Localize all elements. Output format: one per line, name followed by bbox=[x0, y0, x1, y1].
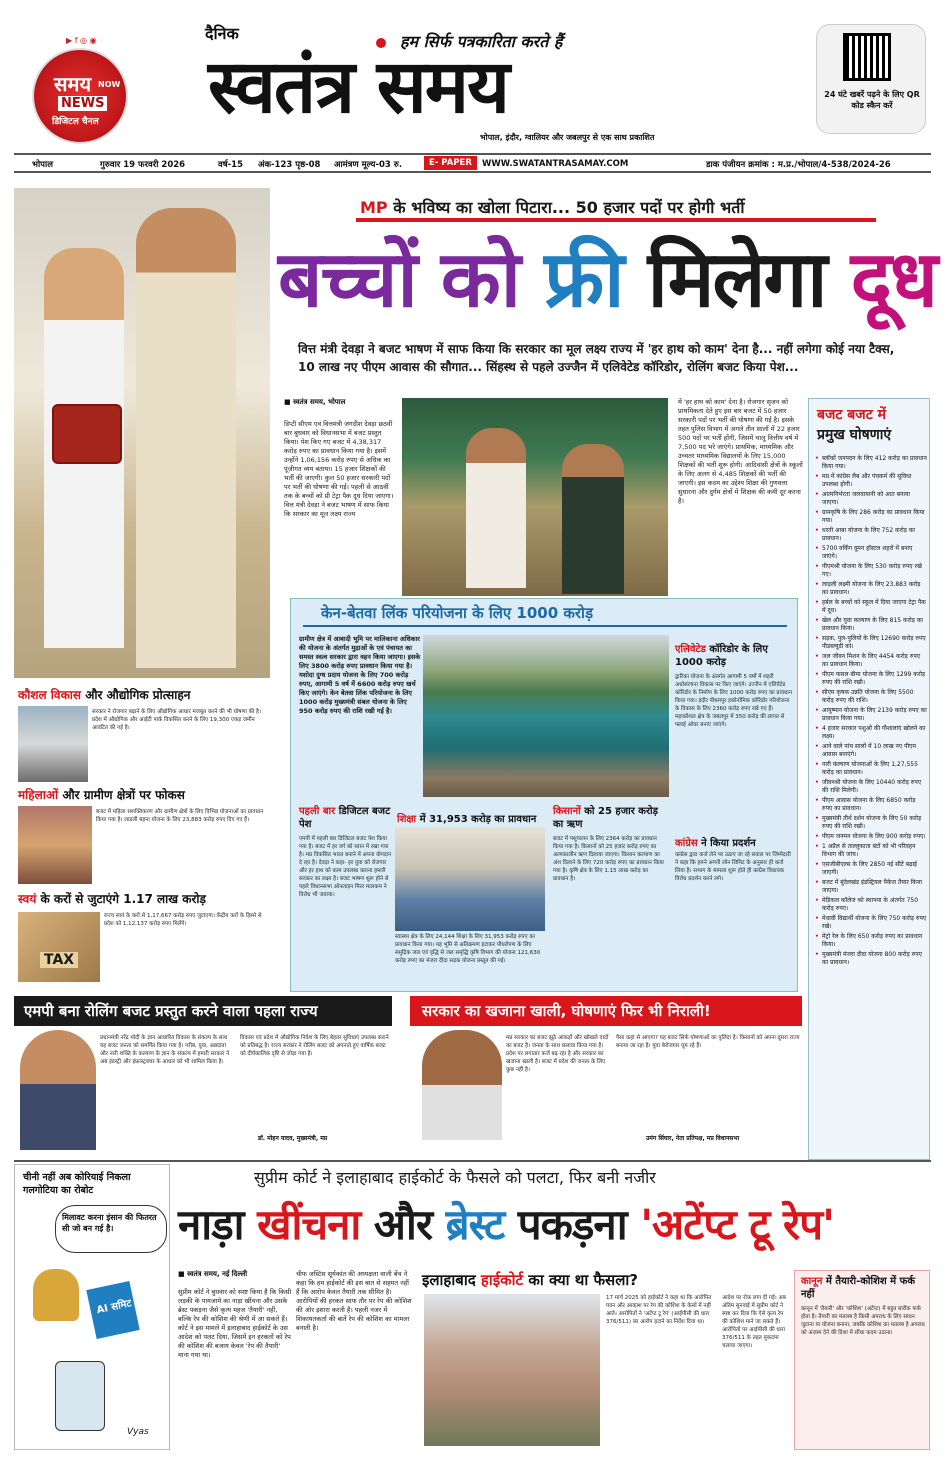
rolling-signature: डॉ. मोहन यादव, मुख्यमंत्री, मप्र bbox=[258, 1135, 328, 1142]
cartoon-sign: AI समिट bbox=[86, 1281, 139, 1339]
kicker-underline bbox=[356, 218, 876, 222]
print-registration-strip bbox=[20, 1456, 925, 1462]
women-title: महिलाओं और ग्रामीण क्षेत्रों पर फोकस bbox=[18, 788, 185, 802]
ken-betwa-box bbox=[290, 598, 798, 992]
treasury-bar: सरकार का खजाना खाली, घोषणाएं फिर भी निराली! bbox=[410, 996, 802, 1026]
headline-part-2: फ्री bbox=[544, 235, 648, 325]
lead-byline: ■ स्वतंत्र समय, भोपाल bbox=[284, 398, 346, 406]
sidebar-announcement: • धरती आबा योजना के लिए 752 करोड़ का प्रावधान। bbox=[815, 527, 927, 543]
elevated-text: द्वारिका योजना के अंतर्गत आगामी 5 वर्षों में शहरी अधोसंरचना विकास पर किए जाएंगे। उज्जैन में एलिवेटेड कॉरिडोर के निर्माण के लिए 1000 करोड़ रुपए का प्रावधान किया गया। इंदौर पीथमपुर इकोनॉमिक कॉरिडोर परियोजना के विकास के लिए 2360 करोड़ रुपए रखे गए हैं। महाकौशल क्षेत्र के जबलपुर में 350 करोड़ की लागत से फ्लाई ओवर बनाए जाएंगे। bbox=[675, 674, 792, 728]
women-text: बजट में महिला सशक्तिकरण और ग्रामीण क्षेत्रों के लिए विभिन्न योजनाओं का प्रावधान किया गया है। लाडली बहना योजना के लिए 23,883 करोड़ रुपए दिए गए हैं। bbox=[96, 809, 264, 823]
law-box bbox=[794, 1270, 930, 1450]
cartoon bbox=[14, 1164, 170, 1450]
headline-part-4: दूध bbox=[850, 235, 936, 325]
epaper-badge[interactable]: E- PAPER bbox=[424, 156, 477, 170]
sidebar-announcement: • खेल और युवा कल्याण के लिए 815 करोड़ का प्रावधान किया। bbox=[815, 617, 927, 633]
sidebar-announcement: • पीएम जनमन योजना के लिए 900 करोड़ रुपए। bbox=[815, 833, 927, 841]
sidebar-announcement: • मेडिकल कॉलेज को स्थापना के अंतर्गत 750 करोड़ रुपए। bbox=[815, 897, 927, 913]
qr-icon[interactable] bbox=[843, 33, 891, 81]
allahabad-title: इलाहाबाद हाईकोर्ट का क्या था फैसला? bbox=[422, 1271, 638, 1289]
website-link[interactable]: WWW.SWATANTRASAMAY.COM bbox=[482, 159, 629, 169]
allahabad-text-1: 17 मार्च 2025 को हाईकोर्ट ने कहा था कि आरोपित पवन और आकाश पर रेप की कोशिश के केसों में नहीं आते। आरोपितों ने 'अटेंप्ट टू रेप' (आईपीसी की धारा 376/511) का आरोप हटाने का निर्देश दिया था। bbox=[606, 1295, 712, 1325]
factory-photo bbox=[18, 706, 88, 782]
cartoon-animal bbox=[33, 1269, 79, 1321]
sidebar-announcement: • ग्रामकृषि के लिए 286 करोड़ का प्रावधान किया गया। bbox=[815, 509, 927, 525]
treasury-signature: उमंग सिंघार, नेता प्रतिपक्ष, मप्र विधानसभा bbox=[646, 1135, 740, 1142]
lead-kicker bbox=[360, 196, 744, 218]
treasury-text-2: पैसा कहां से आएगा? यह बजट सिर्फ घोषणाओं का पुलिंदा है। किसानों को अपना दूसरा राज्य बनाया जा रहा है। युवा बेरोजगार घूम रहे हैं। bbox=[616, 1035, 800, 1049]
budget-briefcase-icon bbox=[52, 404, 122, 464]
lead-headline bbox=[278, 232, 936, 328]
sidebar-announcement: • मुख्यमंत्री तीर्थ दर्शन योजना के लिए 50 करोड़ रुपए की राशि रखी। bbox=[815, 815, 927, 831]
lead-deck: वित्त मंत्री देवड़ा ने बजट भाषण में साफ किया कि सरकार का मूल लक्ष्य राज्य में 'हर हाथ को काम' देना है... नहीं लगेगा कोई नया टैक्स, 10 लाख नए पीएम आवास की सौगात... सिंहस्थ से पहले उज्जैन में एलिवेटेड कॉरिडोर, रोलिंग बजट किया पेश... bbox=[298, 342, 895, 374]
reservoir-photo bbox=[423, 635, 669, 797]
masthead-prefix: दैनिक bbox=[205, 24, 239, 43]
digital-title: पहली बार डिजिटल बजट पेश bbox=[299, 806, 391, 830]
sidebar-announcement: • पीएम आवास योजना के लिए 6850 करोड़ रुपए का प्रावधान। bbox=[815, 797, 927, 813]
sidebar-announcement: • मेट्रो रेल के लिए 650 करोड़ रुपए का प्रावधान किया। bbox=[815, 933, 927, 949]
masthead-title: स्वतंत्र समय bbox=[208, 44, 508, 130]
sidebar-announcement: • सड़क, पुल-पुलियों के लिए 12690 करोड़ रुपए पीडब्ल्यूडी को। bbox=[815, 635, 927, 651]
sidebar-announcement: • जीवनश्री योजना के लिए 10440 करोड़ रुपए की राशि मिलेगी। bbox=[815, 779, 927, 795]
sidebar-announcement: • मेधावी विद्यार्थी योजना के लिए 750 करोड़ रुपए रखे। bbox=[815, 915, 927, 931]
sidebar-announcement: • जल जीवन मिशन के लिए 4454 करोड़ रुपए का प्रावधान किया। bbox=[815, 653, 927, 669]
farmers-text: बजट में पशुपालन के लिए 2364 करोड़ का प्रावधान किया गया है। किसानों को 25 हजार करोड़ रुपए का अल्पकालीन ऋण दिलाया जाएगा। किसान कल्याण का अंश दिलाने के लिए 720 करोड़ रुपए का प्रावधान किया गया है। कृषि क्षेत्र के लिए 1.15 लाख करोड़ का प्रावधान है। bbox=[553, 836, 664, 882]
cm-portrait bbox=[20, 1030, 96, 1150]
sidebar-announcement: • 4 हजार सरकार पशुओं की गौशालाएं खोलने का लक्ष्य। bbox=[815, 725, 927, 741]
qr-text: 24 घंटे खबरें पढ़ने के लिए QR कोड स्कैन करें bbox=[824, 90, 920, 110]
sidebar-announcement: • मप्र में कांग्रेस लैब और पंचकर्म की सुविधा उपलब्ध होगी। bbox=[815, 473, 927, 489]
cartoon-caption: चीनी नहीं अब कोरियाई निकला गलगोटिया का रोबोट bbox=[23, 1172, 131, 1196]
tax-title: स्वयं के करों से जुटाएंगे 1.17 लाख करोड़ bbox=[18, 892, 206, 906]
dateline-issue: अंक-123 पृष्ठ-08 bbox=[258, 160, 321, 170]
sidebar-list bbox=[815, 455, 927, 969]
person-right bbox=[136, 208, 236, 668]
dateline-price: आमंत्रण मूल्य-03 रु. bbox=[334, 160, 403, 170]
logo-news: NEWS bbox=[58, 96, 107, 111]
logo-sub: डिजिटल चैनल bbox=[52, 117, 99, 127]
cm-figure bbox=[562, 444, 624, 594]
sidebar-announcement: • लाड़ली लक्ष्मी योजना के लिए 23,883 करोड़ का प्रावधान। bbox=[815, 581, 927, 597]
tax-text: राज्य स्वयं के करों से 1,17,667 करोड़ रुपए जुटाएगा। केंद्रीय करों के हिस्से से प्रदेश को 1,12,137 करोड़ रुपए मिलेंगे। bbox=[104, 913, 262, 927]
ken-betwa-title: केन-बेतवा लिंक परियोजना के लिए 1000 करोड़ bbox=[321, 604, 593, 622]
sidebar-announcement: • आने वाले पांच सालों में 10 लाख नए पीएम आवास बनाएंगे। bbox=[815, 743, 927, 759]
sidebar-announcement: • बजट में बुंदेलखंड इंडस्ट्रियल पैकेज तैयार किया जाएगा। bbox=[815, 879, 927, 895]
education-caption: स्वास्थ्य क्षेत्र के लिए 24,144 शिक्षा के लिए 31,953 करोड़ रुपए का प्रावधान किया गया। यह भूमि से अतिक्रमण हटाकर पौधरोपण के लिए समुद्रिक जल एवं वृद्धि से जल समृद्धि कृषि विभाग की योजना 121,630 करोड़ रुपए का मंजरा दीदा सड़क योजना प्रस्तुत की गई। bbox=[395, 934, 541, 964]
logo-brand: समय bbox=[54, 72, 92, 96]
section-divider bbox=[14, 1160, 931, 1162]
tax-photo bbox=[18, 912, 100, 982]
postal-reg: डाक पंजीयन क्रमांक : म.प्र./भोपाल/4-538/2024-26 bbox=[706, 160, 891, 170]
court-headline: नाड़ा खींचना और ब्रेस्ट पकड़ना 'अटेंप्ट टू रेप' bbox=[178, 1200, 834, 1249]
sidebar-announcement: • एसजीबीएल्स के लिए 2850 नई सीटें बढ़ाई जाएगी। bbox=[815, 861, 927, 877]
elevated-title: एलिवेटेड कॉरिडोर के लिए 1000 करोड़ bbox=[675, 644, 768, 668]
sidebar-announcement: • मुख्यमंत्री मंजरा दीदा योजना 800 करोड़ रुपए का प्रावधान। bbox=[815, 951, 927, 967]
qr-box bbox=[816, 24, 926, 134]
sidebar-announcement: • सीएम कृषक उन्नति योजना के लिए 5500 करोड़ रुपए की राशि। bbox=[815, 689, 927, 705]
speaker-figure bbox=[466, 428, 526, 588]
court-body-2: चीफ जस्टिस सूर्यकांत की अध्यक्षता वाली बेंच ने कहा कि हम हाईकोर्ट की इस बात से सहमत नहीं हैं कि आरोप केवल तैयारी तक सीमित है। आरोपियों की हरकत साफ तौर पर रेप की कोशिश की ओर इशारा करती है। पहली नजर में शिकायतकर्ता की बातें रेप की कोशिश का मामला बनाती है। bbox=[296, 1270, 412, 1332]
sidebar-announcement: • आत्मनिर्भरता जलवायानी को आत बनाया जाएगा। bbox=[815, 491, 927, 507]
classroom-photo bbox=[395, 827, 545, 931]
rolling-text-2: विकास एवं प्रदेश में औद्योगिक निवेश के लिए बेहतर सुविधाएं उपलब्ध कराने को प्रतिबद्ध है। राज्य सरकार ने रोलिंग बजट को अपनाते हुए वार्षिक बजट को दीर्घकालिक दृष्टि से जोड़ा गया है। bbox=[240, 1035, 389, 1057]
supreme-court-photo bbox=[424, 1294, 600, 1446]
cartoon-speech: मिलावट करना इंसान की फितरत सी जो बन गई है। bbox=[55, 1205, 167, 1253]
dateline-date: गुरुवार 19 फरवरी 2026 bbox=[100, 160, 186, 170]
logo-now: NOW bbox=[98, 80, 121, 89]
editions-line: भोपाल, इंदौर, ग्वालियर और जबलपुर से एक साथ प्रकाशित bbox=[480, 133, 655, 142]
budget-sidebar bbox=[808, 398, 930, 1160]
law-title: कानून में तैयारी-कोशिश में फर्क नहीं bbox=[801, 1276, 916, 1300]
fm-photo bbox=[14, 188, 270, 678]
sidebar-title-2: प्रमुख घोषणाएं bbox=[817, 427, 892, 443]
ken-betwa-text: ग्रामीण क्षेत्र में आबादी भूमि पर मालिकाना अधिकार की योजना के अंतर्गत मुद्राओं के एवं पंचायत का समस्त स्वत्व सरकार द्वारा वहन किया जाएगा। इसके लिए 3800 करोड़ रुपए प्रावधान किया गया है। यशोदा दुग्ध प्रदाय योजना के लिए 700 करोड़ रुपए, आगामी 5 वर्ष में 6600 करोड़ रुपए खर्च किए जाएंगे। केन बेतवा लिंक परियोजना के लिए 1000 करोड़ मुख्यमंत्री संबल योजना के लिए 950 करोड़ रुपए की राशि रखी गई है। bbox=[299, 635, 421, 715]
digital-text: एमपी में पहली बार डिजिटल बजट पेश किया गया है। बजट में हर वर्ग को ध्यान में रखा गया है। मप्र विकसित भारत बनाने में अपना योगदान दे रहा है। देवड़ा ने कहा- हर युवा को रोजगार और हर हाथ को काम उपलब्ध कराना हमारी सरकार का लक्ष्य है। बजट भाषण शुरू होने से पहले विधानसभा ऑनलाइन मिरर मालकम ने विरोध भी जताया। bbox=[299, 836, 392, 898]
tagline: हम सिर्फ पत्रकारिता करते हैं bbox=[400, 32, 563, 51]
assembly-photo bbox=[402, 398, 668, 596]
headline-part-1: बच्चों को bbox=[278, 235, 545, 325]
farmers-title: किसानों को 25 हजार करोड़ का ऋण bbox=[553, 806, 658, 830]
lead-body-right: में 'हर हाथ को काम' देना है। रोजगार सृजन को प्राथमिकता देते हुए इस बार बजट में 50 हजार सरकारी पदों पर भर्ती की घोषणा की गई है। इसके तहत पुलिस विभाग में अगले तीन सालों में 22 हजार 500 पदों पर भर्ती होंगी, जिसमें चालू वित्तीय वर्ष में 7,500 पद भरे जाएंगे। प्राथमिक, माध्यमिक और उच्चतर माध्यमिक विद्यालयों के लिए 15,000 शिक्षकों की भर्ती शुरू होगी। आदिवासी क्षेत्रों के स्कूलों के लिए अलग से 4,485 शिक्षकों की भर्ती की जाएगी। इस कदम का उद्देश्य शिक्षा की गुणवत्ता सुधारना और दुर्गम क्षेत्रों में शिक्षक की कमी दूर करना है। bbox=[678, 398, 803, 505]
sidebar-announcement: • हर्बल के बच्चों को स्कूल में दिया जाएगा टेट्रा पैक में दूध। bbox=[815, 599, 927, 615]
social-icons: ▶ f ◎ ◉ bbox=[66, 36, 97, 45]
court-byline: ■ स्वतंत्र समय, नई दिल्ली bbox=[178, 1270, 248, 1278]
dateline-city: भोपाल bbox=[32, 160, 53, 170]
sidebar-announcement: • 5700 वर्किंग वूमन हॉस्टल शहरों में बनाए जाएंगे। bbox=[815, 545, 927, 561]
singhar-portrait bbox=[422, 1030, 502, 1140]
law-text: कानून में 'तैयारी' और 'कोशिश' (अटेंप्ट) में बहुत बारीक फर्क होता है। तैयारी का मतलब है किसी अपराध के लिए साधन जुटाना या योजना बनाना, जबकि कोशिश का मतलब है अपराध को अंजाम देने की दिशा में सीधा कदम उठाना। bbox=[801, 1306, 925, 1336]
treasury-text-1: मप्र सरकार का बजट झूठे आंकड़ों और खोखले वादों का बजट है। जनता के साथ छलावा किया गया है। प्रदेश पर लगातार कर्ज बढ़ रहा है और सरकार का खजाना खाली है। बजट में प्रदेश की जनता के लिए कुछ नहीं है। bbox=[506, 1035, 609, 1073]
headline-part-3: मिलेगा bbox=[647, 235, 851, 325]
dateline-year: वर्ष-15 bbox=[218, 160, 243, 170]
cartoon-artist: Vyas bbox=[127, 1427, 149, 1437]
channel-logo bbox=[30, 26, 130, 146]
sidebar-announcement: • 1 अप्रैल से ताल्लुकाता बंटों को भी परिवहन विभाग की जांच। bbox=[815, 843, 927, 859]
sidebar-announcement: • आयुष्मान योजना के लिए 2139 करोड़ रुपए का प्रावधान किया गया। bbox=[815, 707, 927, 723]
cartoon-robot bbox=[55, 1361, 105, 1431]
lead-body-left: डिप्टी सीएम एवं वित्तमंत्री जगदीश देवड़ा छठवीं बार बुधवार को विधानसभा में बजट प्रस्तुत किया। पेश किए गए बजट में 4,38,317 करोड़ रुपए का प्रावधान किया गया है। इसमें उन्होंने 1,06,156 करोड़ रुपए से अधिक का पूंजीगत व्यय बताया। 15 हजार शिक्षकों की भर्ती की जाएगी। कुल 50 हजार सरकारी पदों पर भर्ती की घोषणा की गई। पहली से आठवीं तक के बच्चों को प्री टेट्रा पैक दूध दिया जाएगा। वित्त मंत्री देवड़ा ने बजट भाषण में साफ किया कि सरकार का मूल लक्ष्य राज्य bbox=[284, 420, 394, 518]
rolling-bar: एमपी बना रोलिंग बजट प्रस्तुत करने वाला पहला राज्य bbox=[14, 996, 392, 1026]
skill-text: सरकार ने रोजगार बढ़ाने के लिए औद्योगिक आधार मजबूत करने की भी घोषणा की है। प्रदेश में औद्योगिक और आईटी पार्क विकसित करने के लिए 19,300 एकड़ जमीन आवंटित की गई है। bbox=[92, 709, 262, 731]
ken-betwa-rule bbox=[303, 625, 787, 627]
congress-text: कांग्रेस द्वारा कर्ज लेने पर उठाए जा रहे सवाल पर जिम्मेदारी ने कहा कि हमने अपनी लोन लिमिट के अनुसार ही कर्ज लिया है। सभाग के मामला शुरू होते ही कांग्रेस विधायक विरोध प्रदर्शन करने लगे। bbox=[675, 852, 791, 882]
skill-title: कौशल विकास और औद्योगिक प्रोत्साहन bbox=[18, 688, 191, 702]
education-title: शिक्षा में 31,953 करोड़ का प्रावधान bbox=[397, 814, 537, 825]
sidebar-announcement: • पीएमश्री योजना के लिए 530 करोड़ रुपए रखे गए। bbox=[815, 563, 927, 579]
court-body-1: सुप्रीम कोर्ट ने बुधवार को स्पष्ट किया है कि किसी लड़की के पायजामे का नाड़ा खींचना और उसके ब्रेस्ट पकड़ना जैसे कृत्य महज 'तैयारी' नहीं, बल्कि रेप की कोशिश की श्रेणी में आ सकते हैं। कोर्ट ने इस मामले में इलाहाबाद हाईकोर्ट के उस आदेश को पलट दिया, जिसमें इन हरकतों को रेप की कोशिश की बजाय केवल 'रेप की तैयारी' माना गया था। bbox=[178, 1288, 292, 1359]
sidebar-announcement: • पीएम फसल बीमा योजना के लिए 1299 करोड़ रुपए की राशि रखी। bbox=[815, 671, 927, 687]
kicker-mp: MP bbox=[360, 198, 388, 217]
women-photo bbox=[18, 806, 92, 884]
allahabad-text-2: आदेश पर रोक लगा दी गई। अब अंतिम सुनवाई में सुप्रीम कोर्ट ने स्पष्ट कर दिया कि ऐसे कृत्य रेप की कोशिश माने जा सकते हैं। आरोपितों पर आईपीसी की धारा 376/511 के तहत मुकदमा चलाया जाएगा। bbox=[722, 1295, 786, 1349]
rolling-text-1: प्रधानमंत्री नरेंद्र मोदी के ज्ञान आधारित विकास के संकल्प के साथ यह बजट जनता को समर्पित किया गया है। गरीब, युवा, अन्नदाता और नारी शक्ति के कल्याण के ज्ञान के संकल्प में हमारी सरकार ने अब इंडस्ट्री और इंफ्रास्ट्रक्चर के आधार को भी शामिल किया है। bbox=[100, 1035, 230, 1065]
dateline-bar bbox=[14, 153, 931, 173]
sidebar-announcement: • नारी कल्याण योजनाओं के लिए 1,27,555 करोड़ का प्रावधान। bbox=[815, 761, 927, 777]
tax-label: TAX bbox=[40, 952, 78, 968]
sidebar-title-1: बजट बजट में bbox=[817, 407, 886, 423]
kicker-text: के भविष्य का खोला पिटारा... 50 हजार पदों पर होगी भर्ती bbox=[393, 198, 745, 217]
court-kicker: सुप्रीम कोर्ट ने इलाहाबाद हाईकोर्ट के फैसले को पलटा, फिर बनी नजीर bbox=[254, 1168, 656, 1187]
sidebar-announcement: • ब्लॉकों जनपदन के लिए 412 करोड़ का प्रावधान किया गया। bbox=[815, 455, 927, 471]
congress-title: कांग्रेस ने किया प्रदर्शन bbox=[675, 838, 756, 849]
